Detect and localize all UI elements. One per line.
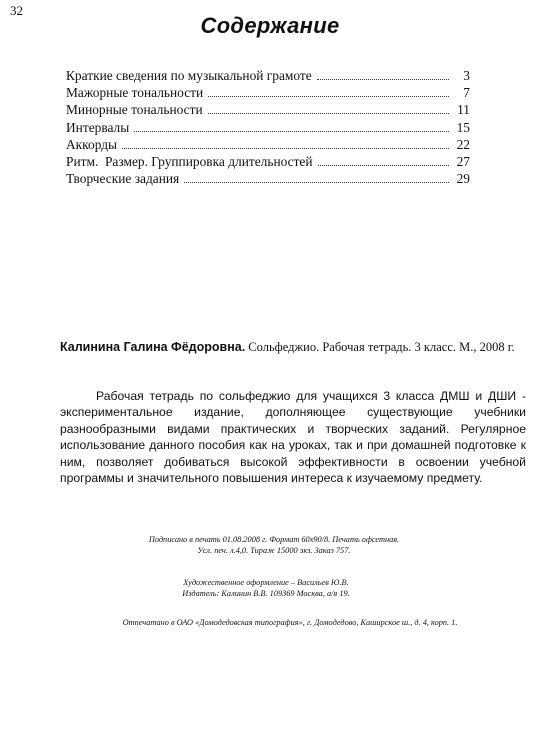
bibliography-description: Сольфеджио. Рабочая тетрадь. 3 класс. М., 2008 г. [248, 340, 515, 354]
page-title: Содержание [200, 13, 340, 38]
toc-entry-page: 11 [457, 102, 470, 118]
imprint-printed-line: Отпечатано в ОАО «Домодедовская типография», г. Домодедово, Каширское ш., д. 4, корп. 1. [122, 618, 458, 627]
toc-leader-dots [317, 79, 449, 80]
toc-entry [66, 68, 470, 85]
toc-entry [66, 171, 470, 188]
toc-leader-dots [134, 131, 449, 132]
toc-leader-dots [208, 113, 449, 114]
toc-entry-label: Творческие задания [66, 171, 180, 187]
toc-leader-dots [122, 148, 449, 149]
imprint-print-run-line: Усл. печ. л.4,0. Тираж 15000 экз. Заказ 757. [197, 546, 351, 555]
imprint-credits [0, 577, 536, 599]
toc-entry [66, 137, 470, 154]
toc-entry [66, 102, 470, 119]
toc-entry [66, 85, 470, 102]
imprint-art-line: Художественное оформление – Васильев Ю.В. [183, 578, 349, 587]
bibliographic-record [60, 340, 520, 355]
toc-entry-label: Минорные тональности [66, 102, 203, 118]
page-number: 32 [10, 3, 23, 18]
toc-leader-dots [208, 96, 449, 97]
toc-entry-label: Ритм. Размер. Группировка длительностей [66, 153, 313, 169]
imprint-print-details [4, 534, 540, 556]
imprint-printing-house [20, 617, 540, 628]
toc-entry-page: 29 [456, 171, 470, 187]
toc-entry-label: Аккорды [66, 136, 118, 152]
bibliography-author: Калинина Галина Фёдоровна. [60, 340, 246, 354]
imprint-publisher-line: Издатель: Калинин В.В. 109369 Москва, а/я 19. [182, 589, 350, 598]
toc-entry [66, 154, 470, 171]
toc-entry-label: Интервалы [66, 119, 130, 135]
toc-leader-dots [318, 165, 449, 166]
toc-entry-page: 22 [456, 136, 470, 152]
annotation-paragraph: Рабочая тетрадь по сольфеджио для учащихся 3 класса ДМШ и ДШИ - экспериментальное издание, дополняющее существующие учебники разнообразными видами практических и творческих заданий. Регулярное использование данного пособия как на уроках, так и при домашней подготовке к ним, позволяет добиваться высокой эффективности в освоении учебной программы и значительного повышения интереса к изучаемому предмету. [60, 389, 526, 486]
toc-entry-label: Мажорные тональности [66, 85, 204, 101]
toc-entry-page: 7 [463, 85, 470, 101]
imprint-signed-line: Подписано в печать 01.08.2008 г. Формат 60х90/8. Печать офсетная. [148, 535, 400, 544]
toc-entry [66, 120, 470, 137]
toc-entry-page: 27 [456, 153, 470, 169]
toc-entry-label: Краткие сведения по музыкальной грамоте [66, 68, 312, 83]
toc-leader-dots [184, 182, 449, 183]
table-of-contents [66, 68, 470, 188]
toc-entry-page: 3 [463, 68, 470, 83]
toc-entry-page: 15 [456, 119, 470, 135]
